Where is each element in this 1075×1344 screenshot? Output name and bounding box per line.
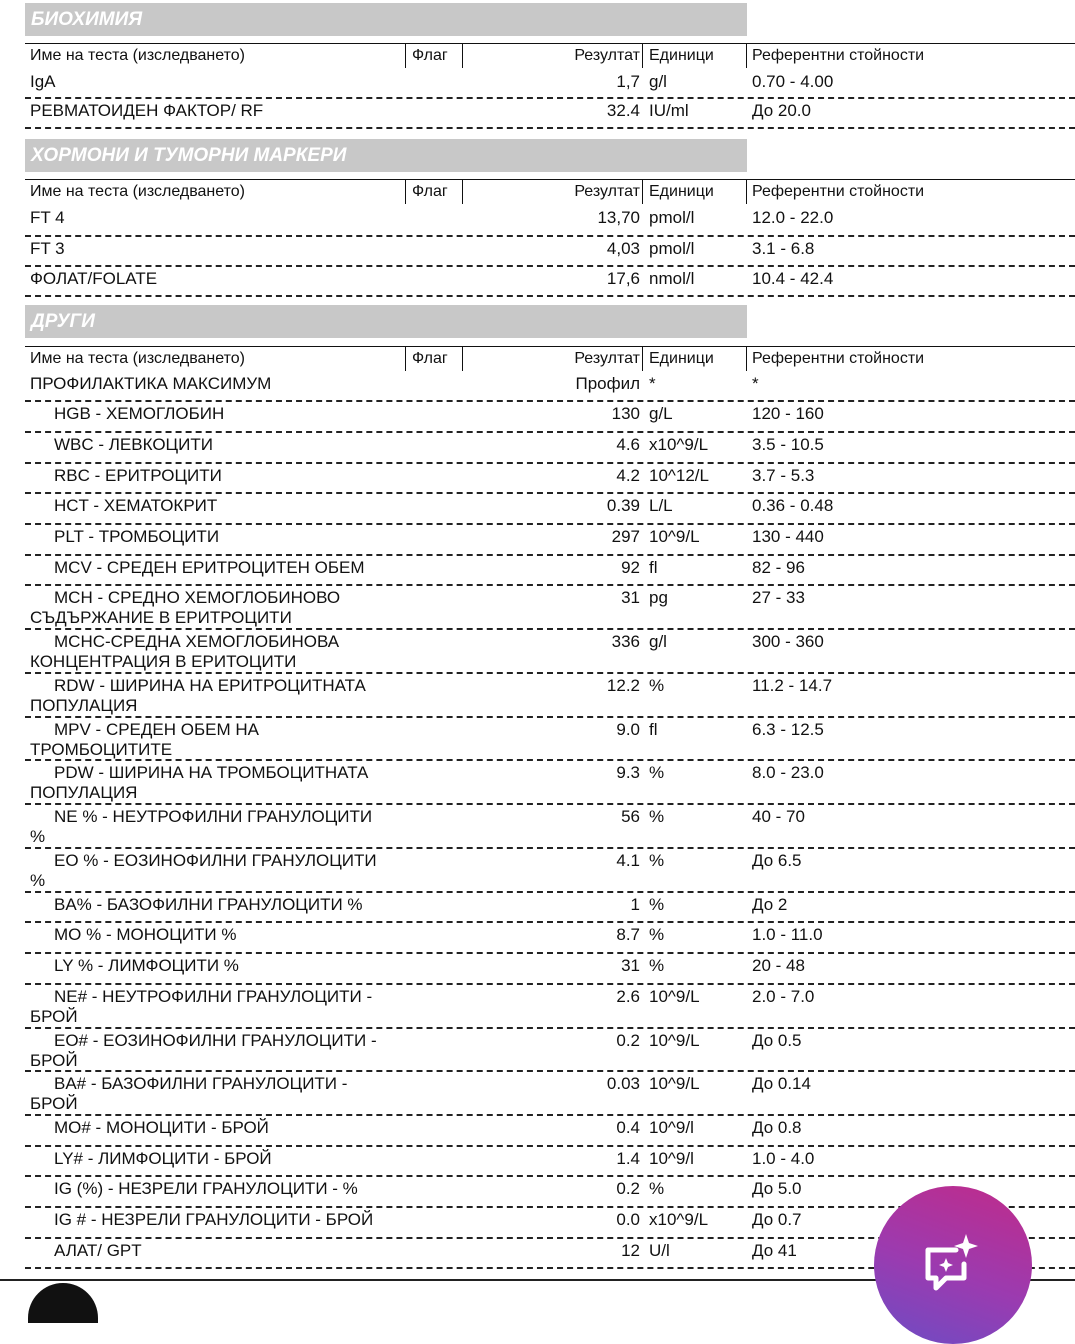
test-reference: 2.0 - 7.0 [752,987,815,1006]
test-reference: 27 - 33 [752,588,805,607]
test-unit: g/l [649,632,667,651]
header-divider [642,180,643,204]
test-name: RBC - ЕРИТРОЦИТИ [54,466,222,485]
test-name: MPV - СРЕДЕН ОБЕМ НА [54,720,259,739]
test-reference: 8.0 - 23.0 [752,763,824,782]
test-reference: 3.1 - 6.8 [752,239,815,258]
test-result: 2.6 [616,987,640,1006]
test-reference: До 0.8 [752,1118,802,1137]
test-name: ФОЛАТ/FOLATE [30,269,158,288]
header-result: Резултат [574,350,640,367]
table-row [25,849,1075,893]
header-divider [746,180,747,204]
table-row [25,1072,1075,1116]
section-title: БИОХИМИЯ [25,3,747,36]
test-unit: fl [649,720,658,739]
test-result: 1 [630,895,640,914]
test-name: FT 4 [30,208,65,227]
header-divider [746,347,747,371]
header-ref: Референтни стойности [752,47,925,64]
test-result: 31 [621,956,640,975]
test-unit: 10^9/L [649,1074,700,1093]
table-row [25,267,1075,297]
header-divider [405,44,406,68]
test-name: MCH - СРЕДНО ХЕМОГЛОБИНОВО [54,588,341,607]
test-name: BA# - БАЗОФИЛНИ ГРАНУЛОЦИТИ - [54,1074,348,1093]
test-reference: 40 - 70 [752,807,805,826]
test-reference: До 20.0 [752,101,811,120]
test-unit: pmol/l [649,208,695,227]
test-reference: 12.0 - 22.0 [752,208,834,227]
test-unit: 10^12/L [649,466,709,485]
test-result: 4.2 [616,466,640,485]
header-divider [462,44,463,68]
test-unit: L/L [649,496,673,515]
section-title: ДРУГИ [25,305,747,338]
test-reference: До 0.14 [752,1074,811,1093]
test-reference: 3.7 - 5.3 [752,466,815,485]
table-row [25,99,1075,129]
test-reference: 120 - 160 [752,404,824,423]
test-result: 4,03 [606,239,640,258]
table-row [25,525,1075,556]
table-row [25,923,1075,954]
header-units: Единици [649,47,714,64]
test-unit: 10^9/L [649,527,700,546]
test-unit: % [649,807,665,826]
header-flag: Флаг [412,350,448,367]
table-row [25,464,1075,494]
test-result: 0.4 [616,1118,640,1137]
table-row [25,586,1075,630]
header-result: Резултат [574,183,640,200]
table-row [25,1116,1075,1147]
test-name: LY % - ЛИМФОЦИТИ % [54,956,239,975]
ai-chat-sparkle-icon [920,1232,986,1298]
header-name: Име на теста (изследването) [30,183,245,200]
test-result: 130 [611,404,640,423]
header-units: Единици [649,350,714,367]
test-name: FT 3 [30,239,65,258]
test-name: IgA [30,72,56,91]
section-title: ХОРМОНИ И ТУМОРНИ МАРКЕРИ [25,139,747,172]
test-name: NE % - НЕУТРОФИЛНИ ГРАНУЛОЦИТИ [54,807,373,826]
test-unit: U/l [649,1241,670,1260]
table-row [25,630,1075,674]
test-result: 0.2 [616,1179,640,1198]
test-name-continued: СЪДЪРЖАНИЕ В ЕРИТРОЦИТИ [30,608,292,627]
test-reference: 11.2 - 14.7 [752,676,833,695]
table-row [25,206,1075,237]
table-row [25,556,1075,586]
test-reference: До 6.5 [752,851,802,870]
header-flag: Флаг [412,47,448,64]
test-name: BA% - БАЗОФИЛНИ ГРАНУЛОЦИТИ % [54,895,363,914]
table-row [25,761,1075,805]
header-divider [462,180,463,204]
header-divider [405,180,406,204]
test-reference: 20 - 48 [752,956,805,975]
table-row [25,1029,1075,1072]
corner-avatar [28,1283,98,1323]
test-name: АЛАТ/ GPT [54,1241,142,1260]
test-unit: x10^9/L [649,1210,709,1229]
test-name: HGB - ХЕМОГЛОБИН [54,404,225,423]
test-name: MCHC-СРЕДНА ХЕМОГЛОБИНОВА [54,632,340,651]
header-divider [746,44,747,68]
header-result: Резултат [574,47,640,64]
test-unit: % [649,676,665,695]
test-name-continued: ПОПУЛАЦИЯ [30,783,138,802]
test-name: MO % - МОНОЦИТИ % [54,925,237,944]
test-name-continued: БРОЙ [30,1007,78,1026]
table-row [25,805,1075,849]
test-name-continued: БРОЙ [30,1051,78,1070]
test-reference: 0.70 - 4.00 [752,72,834,91]
test-name: HCT - ХЕМАТОКРИТ [54,496,218,515]
test-name: WBC - ЛЕВКОЦИТИ [54,435,213,454]
test-result: 12 [621,1241,640,1260]
test-result: 31 [621,588,640,607]
test-unit: IU/ml [649,101,689,120]
test-reference: До 2 [752,895,788,914]
test-reference: 1.0 - 11.0 [752,925,823,944]
test-result: 0.03 [606,1074,640,1093]
test-unit: % [649,763,665,782]
header-ref: Референтни стойности [752,350,925,367]
test-unit: g/l [649,72,667,91]
test-result: 13,70 [597,208,640,227]
test-result: 1.4 [616,1149,640,1168]
test-reference: До 0.5 [752,1031,802,1050]
test-result: 1,7 [616,72,640,91]
test-name: IG # - НЕЗРЕЛИ ГРАНУЛОЦИТИ - БРОЙ [54,1210,374,1229]
test-result: 12.2 [606,676,640,695]
test-name-continued: % [30,871,46,890]
test-reference: До 5.0 [752,1179,802,1198]
test-result: 4.6 [616,435,640,454]
test-unit: % [649,895,665,914]
test-unit: fl [649,558,658,577]
test-reference: 82 - 96 [752,558,805,577]
test-name: NE# - НЕУТРОФИЛНИ ГРАНУЛОЦИТИ - [54,987,373,1006]
test-name: IG (%) - НЕЗРЕЛИ ГРАНУЛОЦИТИ - % [54,1179,358,1198]
test-name: MCV - СРЕДЕН ЕРИТРОЦИТЕН ОБЕМ [54,558,365,577]
table-row [25,433,1075,464]
test-result: 0.2 [616,1031,640,1050]
table-row [25,372,1075,402]
table-row [25,494,1075,525]
test-unit: % [649,851,665,870]
test-unit: pmol/l [649,239,695,258]
test-reference: * [752,374,759,393]
test-name: PDW - ШИРИНА НА ТРОМБОЦИТНАТА [54,763,369,782]
test-result: 0.39 [606,496,640,515]
test-result: 0.0 [616,1210,640,1229]
test-name: EO % - ЕОЗИНОФИЛНИ ГРАНУЛОЦИТИ [54,851,377,870]
test-reference: 1.0 - 4.0 [752,1149,815,1168]
test-name: RDW - ШИРИНА НА ЕРИТРОЦИТНАТА [54,676,366,695]
test-unit: g/L [649,404,673,423]
test-name-continued: ПОПУЛАЦИЯ [30,696,138,715]
test-reference: 10.4 - 42.4 [752,269,834,288]
table-row [25,674,1075,718]
test-reference: До 0.7 [752,1210,802,1229]
table-row [25,402,1075,433]
test-name: PLT - ТРОМБОЦИТИ [54,527,220,546]
test-result: 4.1 [616,851,640,870]
header-name: Име на теста (изследването) [30,47,245,64]
test-result: 8.7 [616,925,640,944]
table-row [25,954,1075,985]
test-result: 336 [611,632,640,651]
test-unit: % [649,925,665,944]
ai-assistant-button[interactable] [874,1186,1032,1344]
table-row [25,893,1075,923]
table-row [25,718,1075,761]
test-reference: 300 - 360 [752,632,824,651]
test-unit: 10^9/L [649,987,700,1006]
test-reference: 0.36 - 0.48 [752,496,834,515]
test-result: 32.4 [606,101,640,120]
test-result: 9.3 [616,763,640,782]
table-row [25,1147,1075,1177]
test-result: 56 [621,807,640,826]
table-header [25,179,1075,203]
header-units: Единици [649,183,714,200]
table-row [25,237,1075,267]
test-reference: До 41 [752,1241,797,1260]
header-ref: Референтни стойности [752,183,925,200]
test-name: РЕВМАТОИДЕН ФАКТОР/ RF [30,101,264,120]
test-name-continued: ТРОМБОЦИТИТЕ [30,740,173,759]
header-divider [462,347,463,371]
test-name-continued: КОНЦЕНТРАЦИЯ В ЕРИТОЦИТИ [30,652,297,671]
test-reference: 130 - 440 [752,527,824,546]
test-unit: 10^9/l [649,1118,694,1137]
test-name: MO# - МОНОЦИТИ - БРОЙ [54,1118,269,1137]
test-unit: % [649,956,665,975]
header-flag: Флаг [412,183,448,200]
header-divider [405,347,406,371]
test-unit: pg [649,588,668,607]
test-result: 297 [611,527,640,546]
header-divider [642,347,643,371]
table-header [25,346,1075,370]
table-header [25,43,1075,67]
table-row [25,70,1075,99]
test-unit: x10^9/L [649,435,709,454]
test-name: EO# - ЕОЗИНОФИЛНИ ГРАНУЛОЦИТИ - [54,1031,377,1050]
test-result: Профил [575,374,640,393]
test-name: ПРОФИЛАКТИКА МАКСИМУМ [30,374,272,393]
test-reference: 3.5 - 10.5 [752,435,824,454]
test-unit: 10^9/L [649,1031,700,1050]
test-unit: 10^9/l [649,1149,694,1168]
test-name-continued: БРОЙ [30,1094,78,1113]
test-name-continued: % [30,827,46,846]
test-unit: nmol/l [649,269,695,288]
test-reference: 6.3 - 12.5 [752,720,824,739]
test-name: LY# - ЛИМФОЦИТИ - БРОЙ [54,1149,272,1168]
test-result: 9.0 [616,720,640,739]
table-row [25,985,1075,1029]
test-unit: % [649,1179,665,1198]
header-divider [642,44,643,68]
test-result: 17,6 [606,269,640,288]
header-name: Име на теста (изследването) [30,350,245,367]
test-result: 92 [621,558,640,577]
test-unit: * [649,374,656,393]
